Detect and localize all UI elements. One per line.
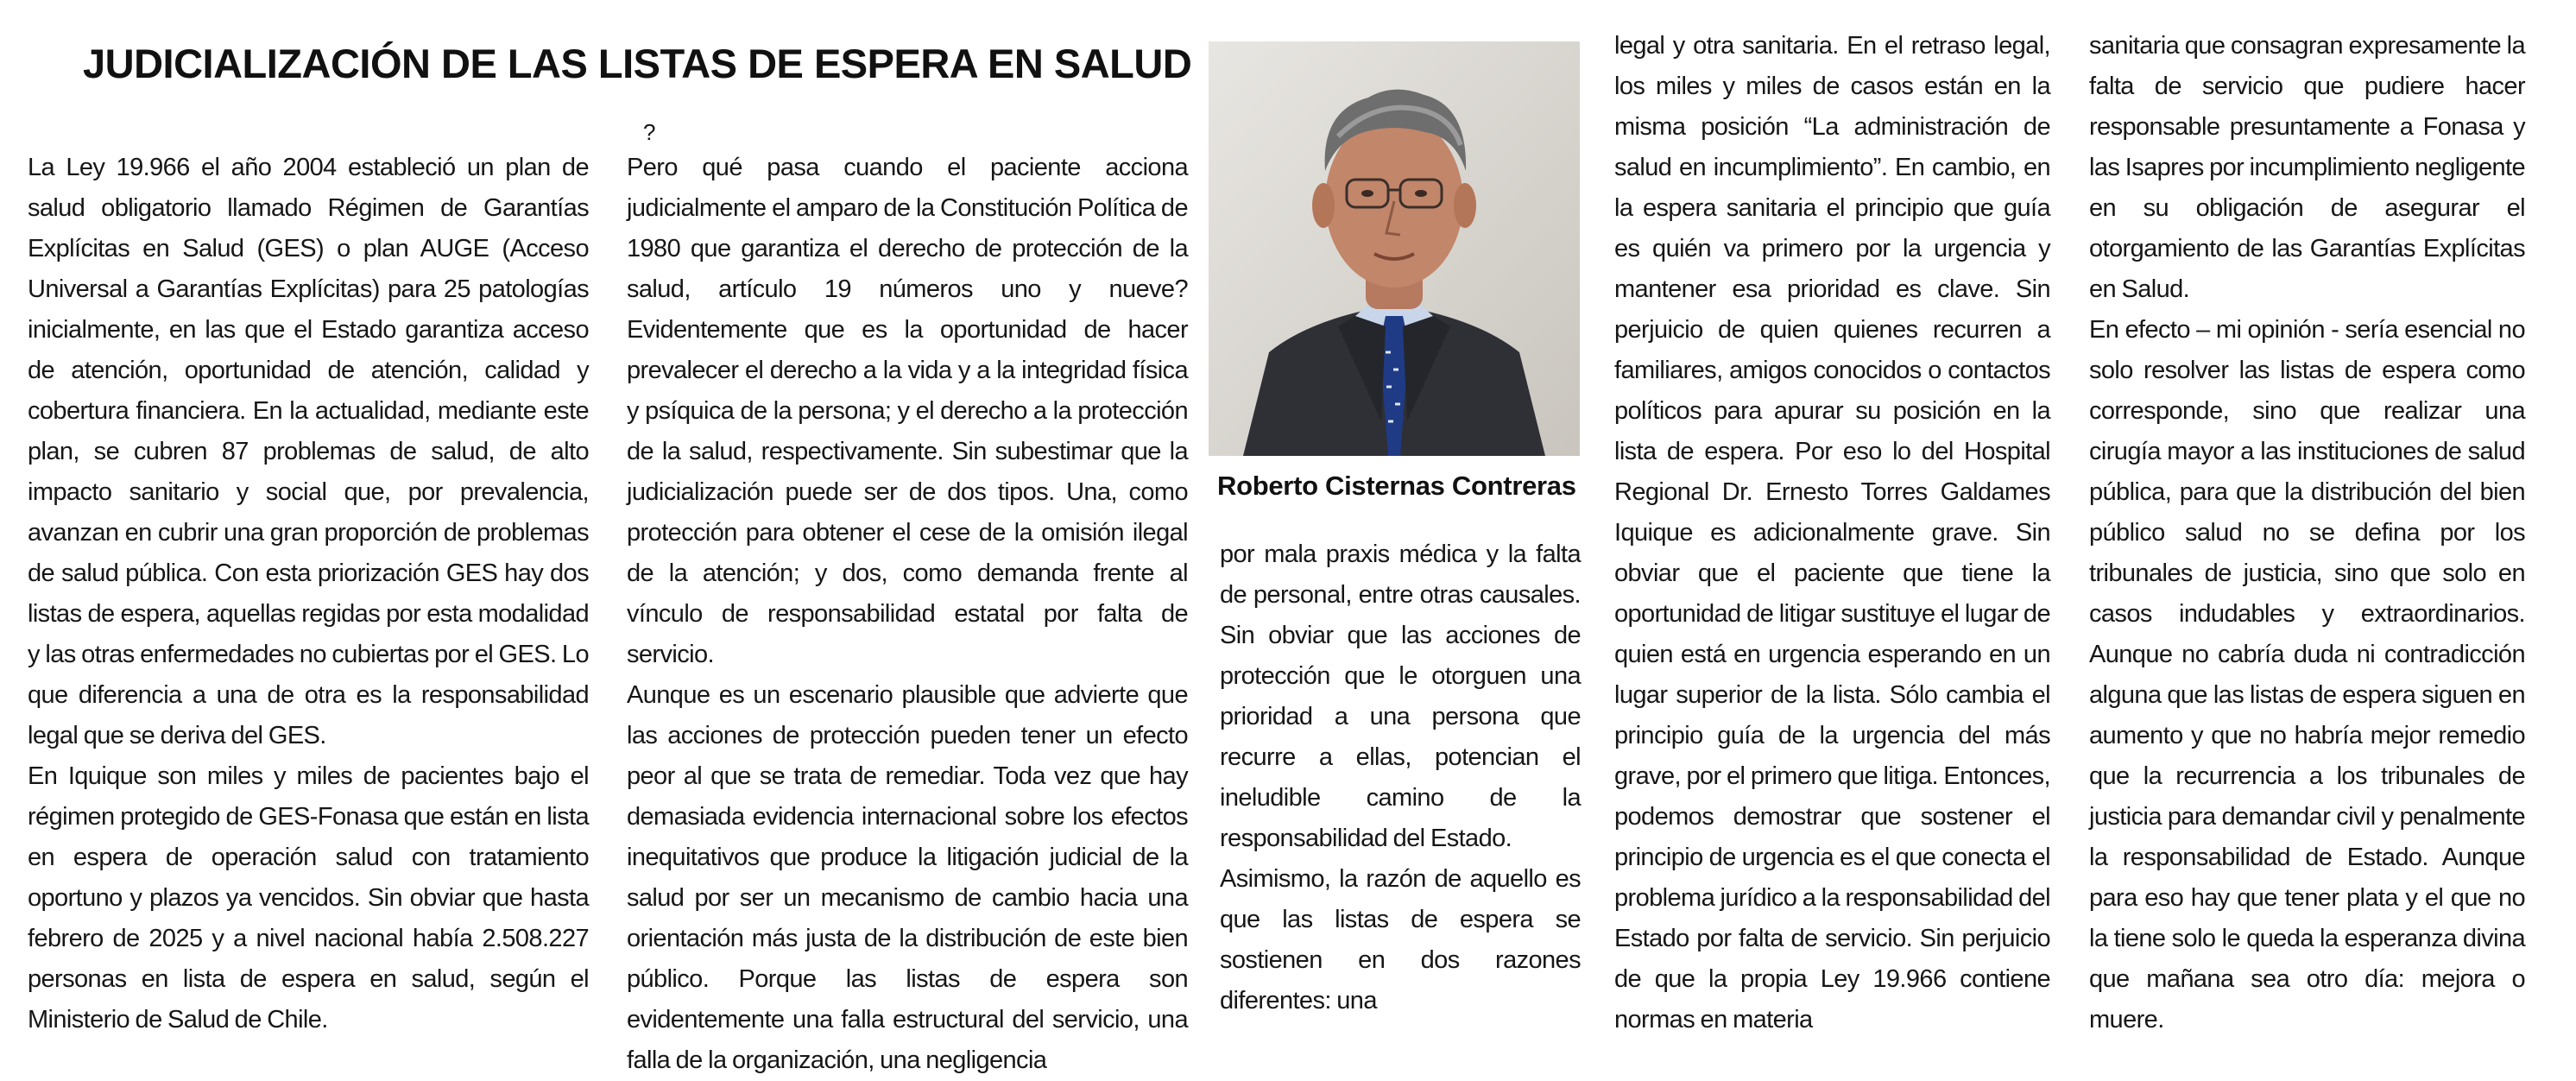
paragraph: Aunque es un escenario plausible que advierte que las acciones de protección pueden tener un efecto peor al que se trata de remediar. Toda vez que hay demasiada evidencia internacional sobre los efectos inequitativos que produce la litigación judicial de la salud por ser un mecanismo de cambio hacia una orientación más justa de la distribución de este bien público. Porque las listas de espera son evidentemente una falla estructural del servicio, una falla de la organización, una negligencia [627, 681, 1188, 1074]
author-photo [1209, 41, 1580, 456]
author-portrait-illustration [1209, 41, 1580, 456]
article-headline: JUDICIALIZACIÓN DE LAS LISTAS DE ESPERA EN SALUD [83, 41, 1192, 86]
paragraph: legal y otra sanitaria. En el retraso legal, los miles y miles de casos están en la misma posición “La administración de salud en incumplimiento”. En cambio, en la espera sanitaria el principio que guía es quién va primero por la urgencia y mantener esa prioridad es clave. Sin perjuicio de quien quienes recurren a familiares, amigos conocidos o contactos políticos para apurar su posición en la lista de espera. Por eso lo del Hospital Regional Dr. Ernesto Torres Galdames Iquique es adicionalmente grave. Sin obviar que el paciente que tiene la oportunidad de litigar sustituye el lugar de quien está en urgencia esperando en un lugar superior de la lista. Sólo cambia el principio guía de la urgencia del más grave, por el primero que litiga. Entonces, podemos demostrar que sostener el principio de urgencia es el que conecta el problema jurídico a la responsabilidad del Estado por falta de servicio. Sin perjuicio de que la propia Ley 19.966 contiene normas en materia [1614, 32, 2051, 1034]
paragraph: Pero qué pasa cuando el paciente acciona judicialmente el amparo de la Constitución Política de 1980 que garantiza el derecho de protección de la salud, artículo 19 números uno y nueve? Evidentemente que es la oportunidad de hacer prevalecer el derecho a la vida y a la integridad física y psíquica de la persona; y el derecho a la protección de la salud, respectivamente. Sin subestimar que la judicialización puede ser de dos tipos. Una, como protección para obtener el cese de la omisión ilegal de la atención; y dos, como demanda frente al vínculo de responsabilidad estatal por falta de servicio. [627, 154, 1188, 668]
photo-caption: Roberto Cisternas Contreras [1217, 471, 1576, 501]
article-column-3 [1220, 534, 1581, 1021]
paragraph: En efecto – mi opinión - sería esencial no solo resolver las listas de espera como corresponde, sino que realizar una cirugía mayor a las instituciones de salud pública, para que la distribución del bien público salud no se defina por los tribunales de justicia, sino que solo en casos indudables y extraordinarios. Aunque no cabría duda ni contradicción alguna que las listas de espera siguen en aumento y que no habría mejor remedio que la recurrencia a los tribunales de justicia para demandar civil y penalmente la responsabilidad de Estado. Aunque para eso hay que tener plata y el que no la tiene solo le queda la esperanza divina que mañana sea otro día: mejora o muere. [2089, 316, 2525, 1034]
paragraph: sanitaria que consagran expresamente la falta de servicio que pudiere hacer responsable presuntamente a Fonasa y las Isapres por incumplimiento negligente en su obligación de asegurar el otorgamiento de las Garantías Explícitas en Salud. [2089, 32, 2525, 303]
article-column-1 [28, 148, 589, 1040]
paragraph: por mala praxis médica y la falta de personal, entre otras causales. Sin obviar que las acciones de protección que le otorguen una prioridad a una persona que recurre a ellas, potencian el ineludible camino de la responsabilidad del Estado. [1220, 540, 1581, 852]
article-column-5 [2089, 26, 2525, 1040]
paragraph: En Iquique son miles y miles de pacientes bajo el régimen protegido de GES-Fonasa que están en lista en espera de operación salud con tratamiento oportuno y plazos ya vencidos. Sin obviar que hasta febrero de 2025 y a nivel nacional había 2.508.227 personas en lista de espera en salud, según el Ministerio de Salud de Chile. [28, 762, 589, 1034]
article-column-4 [1614, 26, 2050, 1040]
stray-question-mark: ? [643, 119, 656, 145]
article-column-2 [627, 148, 1188, 1081]
paragraph: Asimismo, la razón de aquello es que las listas de espera se sostienen en dos razones diferentes: una [1220, 865, 1581, 1015]
paragraph: La Ley 19.966 el año 2004 estableció un plan de salud obligatorio llamado Régimen de Garantías Explícitas en Salud (GES) o plan AUGE (Acceso Universal a Garantías Explícitas) para 25 patologías inicialmente, en las que el Estado garantiza acceso de atención, oportunidad de atención, calidad y cobertura financiera. En la actualidad, mediante este plan, se cubren 87 problemas de salud, de alto impacto sanitario y social que, por prevalencia, avanzan en cubrir una gran proporción de problemas de salud pública. Con esta priorización GES hay dos listas de espera, aquellas regidas por esta modalidad y las otras enfermedades no cubiertas por el GES. Lo que diferencia a una de otra es la responsabilidad legal que se deriva del GES. [28, 154, 589, 749]
